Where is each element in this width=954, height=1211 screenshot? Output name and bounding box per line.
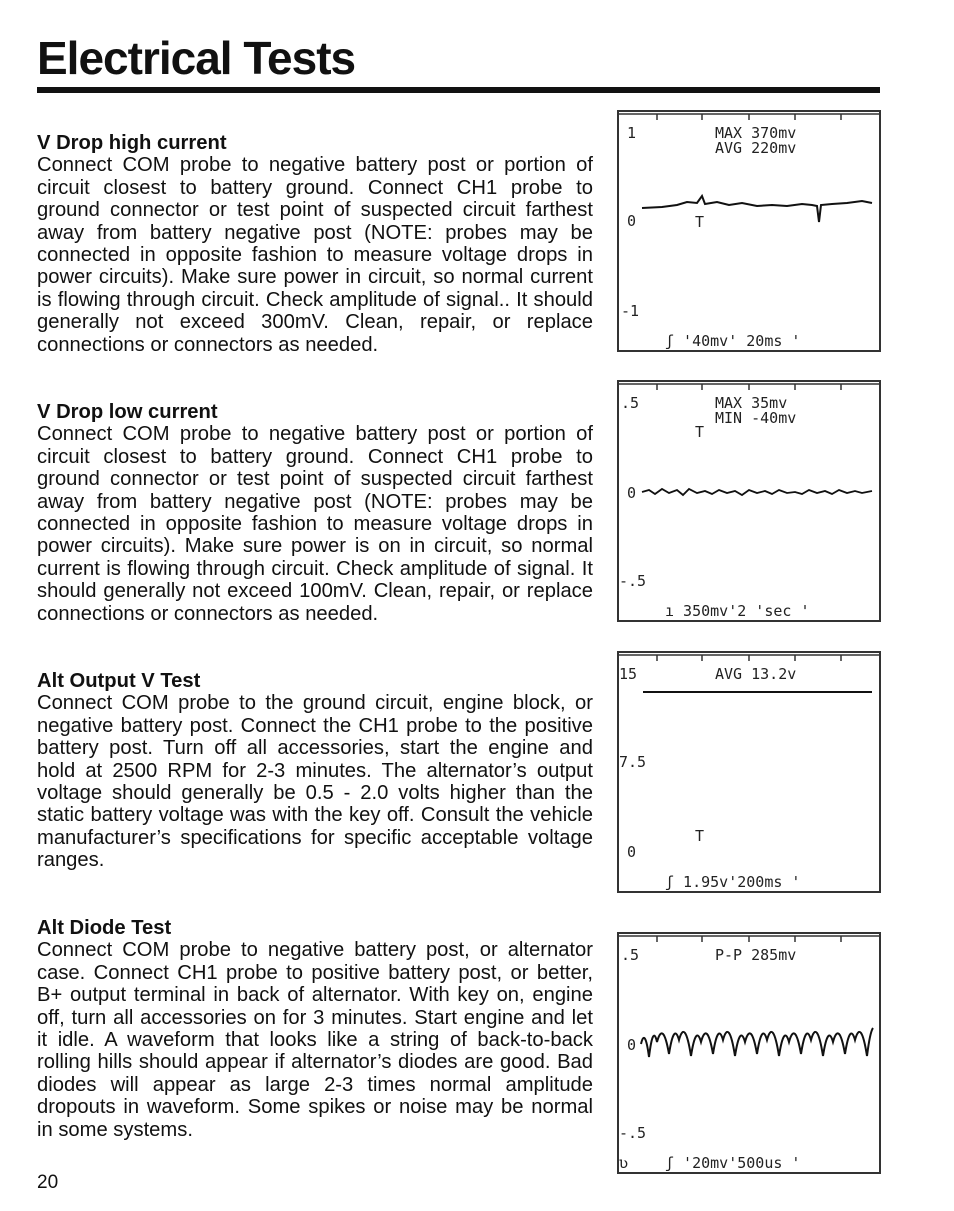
scope-label-mid: 0 [627,484,637,502]
scope-readout-1: MAX 35mv [715,394,788,412]
section-body: Connect COM probe to negative battery post or portion of circuit closest to battery ground. Connect CH1 probe to ground connector or test point of suspected circuit farthest away from battery negative post (NOTE: probes may be connected in opposite fashion to measure voltage drops in power circuits). Make sure power in circuit, so normal current is flowing through circuit. Check amplitude of signal.. It should generally not exceed 300mV. Clean, repair, or replace connections or connectors as needed. [37,154,593,356]
section-heading: Alt Diode Test [37,917,172,939]
scope-footer: ʃ 1.95v'200ms ' [665,873,801,891]
scope-label-mid: 0 [627,212,637,230]
section-alt-output [37,670,593,872]
section-heading: V Drop high current [37,132,227,154]
scope-readout-2: MIN -40mv [715,409,797,427]
scope-display [617,932,881,1174]
scope-footer: ʃ '20mv'500us ' [665,1154,801,1172]
trigger-mark: T [695,423,705,441]
scope-footer-left: ʋ [619,1154,629,1172]
section-alt-diode [37,917,593,1141]
section-v-drop-low [37,401,593,625]
scope-display [617,651,881,893]
section-heading: V Drop low current [37,401,218,423]
scope-footer: ı 350mv'2 'sec ' [665,602,810,620]
scope-label-top: 1 [627,124,637,142]
section-body: Connect COM probe to negative battery post, or alternator case. Connect CH1 probe to positive battery post, or better, B+ output terminal in back of alternator. With key on, engine off, turn all accessories on for 3 minutes. Start engine and let it idle. A waveform that looks like a string of back-to-back rolling hills should appear if alternator’s diodes are good. Bad diodes will appear as large 2-3 times normal amplitude dropouts in waveform. Some spikes or noise may be normal in some systems. [37,939,593,1141]
trigger-mark: T [695,827,705,845]
section-heading: Alt Output V Test [37,670,201,692]
scope-label-bottom: -1 [621,302,640,320]
section-body: Connect COM probe to negative battery post or portion of circuit closest to battery ground. Connect CH1 probe to ground connector or test point of suspected circuit farthest away from battery negative post (NOTE: probes may be connected in opposite fashion to measure voltage drops in power circuits). Make sure power is on in circuit, so normal current is flowing through circuit. Check amplitude of signal. It should generally not exceed 100mV. Clean, repair, or replace connections or connectors as needed. [37,423,593,625]
scope-readout-1: AVG 13.2v [715,665,797,683]
scope-screen-v-drop-low [617,380,881,622]
section-v-drop-high [37,132,593,356]
scope-label-mid: 0 [627,1036,637,1054]
scope-label-bottom: -.5 [619,1124,647,1142]
scope-footer: ʃ '40mv' 20ms ' [665,332,801,350]
scope-readout-1: P-P 285mv [715,946,797,964]
scope-screen-alt-output [617,651,881,893]
scope-label-mid: 7.5 [619,753,647,771]
scope-readout-1: MAX 370mv [715,124,797,142]
scope-screen-alt-diode [617,932,881,1174]
page-title: Electrical Tests [37,32,356,84]
page-number: 20 [37,1172,59,1193]
section-body: Connect COM probe to the ground circuit, engine block, or negative battery post. Connect the CH1 probe to the positive battery post. Turn off all accessories, start the engine and hold at 2500 RPM for 2-3 minutes. The alternator’s output voltage should generally be 0.5 - 2.0 volts higher than the static battery voltage was with the key off. Consult the vehicle manufacturer’s specifications for specific acceptable voltage ranges. [37,692,593,872]
scope-label-top: .5 [621,394,640,412]
scope-display [617,110,881,352]
title-divider [37,87,880,93]
scope-readout-2: AVG 220mv [715,139,797,157]
scope-label-top: .5 [621,946,640,964]
scope-label-top: 15 [619,665,638,683]
scope-display [617,380,881,622]
trigger-mark: T [695,213,705,231]
scope-label-bottom: 0 [627,843,637,861]
scope-label-bottom: -.5 [619,572,647,590]
scope-screen-v-drop-high [617,110,881,352]
